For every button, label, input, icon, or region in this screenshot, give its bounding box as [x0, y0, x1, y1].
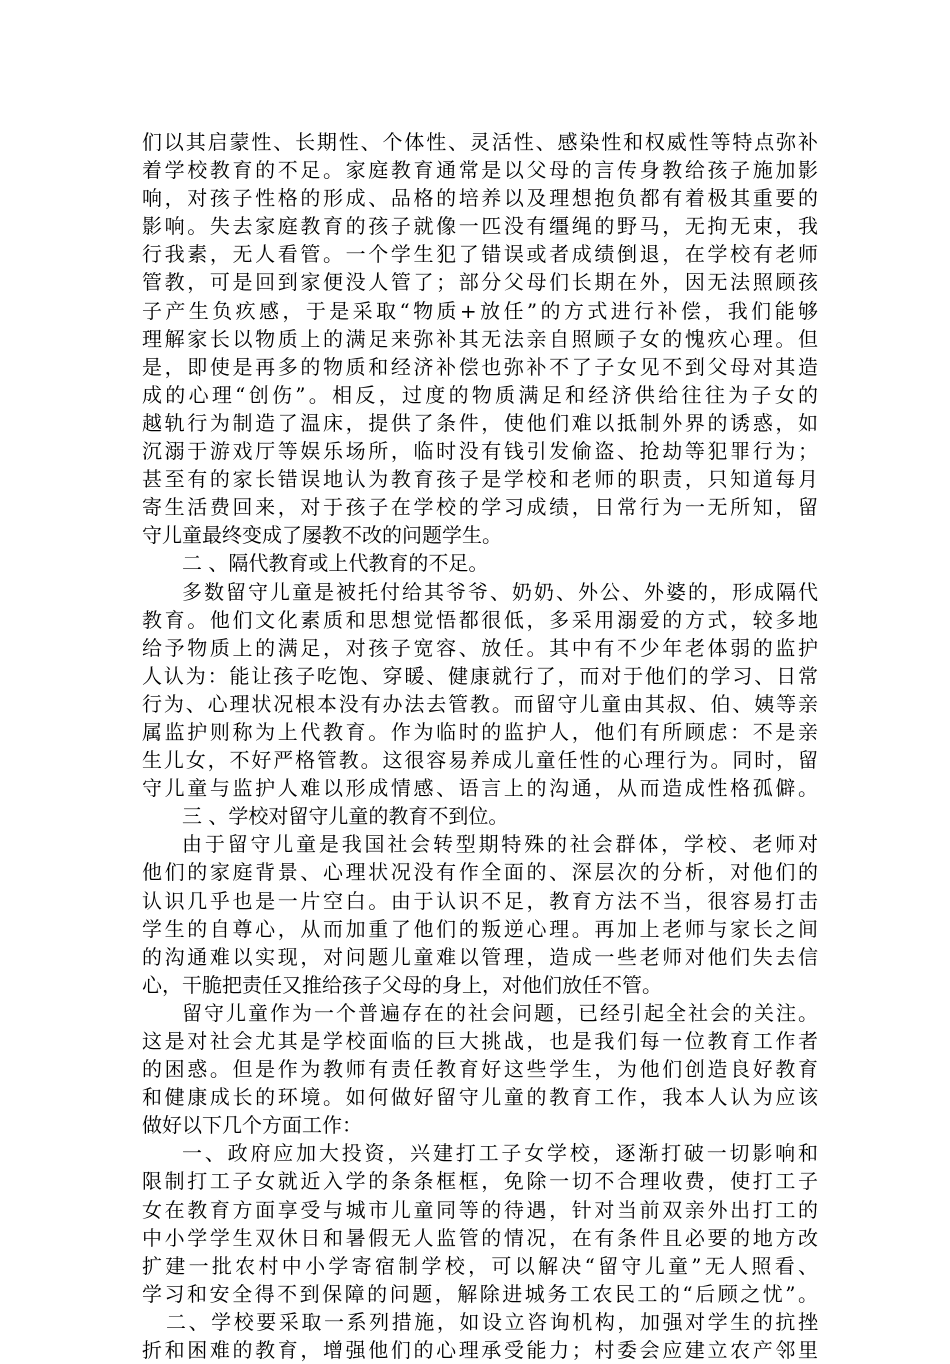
text-line: 他们的家庭背景、心理状况没有作全面的、深层次的分析，对他们的 — [142, 860, 818, 885]
text-line: 行我素，无人看管。一个学生犯了错误或者成绩倒退，在学校有老师 — [142, 242, 818, 267]
text-line: 甚至有的家长错误地认为教育孩子是学校和老师的职责，只知道每月 — [142, 467, 818, 492]
text-line: 影响。失去家庭教育的孩子就像一匹没有缰绳的野马，无拘无束，我 — [142, 214, 818, 239]
text-line: 寄生活费回来，对于孩子在学校的学习成绩，日常行为一无所知，留 — [142, 495, 818, 520]
text-line: 和健康成长的环境。如何做好留守儿童的教育工作，我本人认为应该 — [142, 1085, 818, 1110]
text-line: 响，对孩子性格的形成、品格的培养以及理想抱负都有着极其重要的 — [142, 186, 818, 211]
text-line: 中小学学生双休日和暑假无人监管的情况，在有条件且必要的地方改 — [142, 1225, 818, 1250]
text-line: 折和困难的教育，增强他们的心理承受能力；村委会应建立农产邻里 — [142, 1338, 818, 1363]
text-line: 一、政府应加大投资，兴建打工子女学校，逐渐打破一切影响和 — [182, 1141, 818, 1166]
text-line: 留守儿童作为一个普遍存在的社会问题，已经引起全社会的关注。 — [182, 1000, 818, 1025]
text-line: 行为、心理状况根本没有办法去管教。而留守儿童由其叔、伯、姨等亲 — [142, 691, 818, 716]
text-line: 二 、隔代教育或上代教育的不足。 — [182, 551, 489, 576]
text-line: 由于留守儿童是我国社会转型期特殊的社会群体，学校、老师对 — [182, 832, 818, 857]
text-line: 扩建一批农村中小学寄宿制学校，可以解决“留守儿童”无人照看、 — [142, 1253, 818, 1278]
text-line: 是，即使是再多的物质和经济补偿也弥补不了子女见不到父母对其造 — [142, 354, 818, 379]
text-line: 们以其启蒙性、长期性、个体性、灵活性、感染性和权威性等特点弥补 — [142, 130, 818, 154]
document-page — [142, 128, 818, 1364]
text-line: 子产生负疚感，于是采取“物质+放任”的方式进行补偿，我们能够 — [142, 298, 818, 323]
text-line: 着学校教育的不足。家庭教育通常是以父母的言传身教给孩子施加影 — [142, 158, 818, 183]
text-line: 属监护则称为上代教育。作为临时的监护人，他们有所顾虑：不是亲 — [142, 719, 818, 744]
text-line: 守儿童最终变成了屡教不改的问题学生。 — [142, 523, 502, 548]
text-line: 管教，可是回到家便没人管了；部分父母们长期在外，因无法照顾孩 — [142, 270, 818, 295]
text-line: 理解家长以物质上的满足来弥补其无法亲自照顾子女的愧疚心理。但 — [142, 326, 818, 351]
text-line: 认识几乎也是一片空白。由于认识不足，教育方法不当，很容易打击 — [142, 888, 818, 913]
text-line: 学生的自尊心，从而加重了他们的叛逆心理。再加上老师与家长之间 — [142, 916, 818, 941]
text-line: 做好以下几个方面工作： — [142, 1113, 362, 1138]
text-line: 多数留守儿童是被托付给其爷爷、奶奶、外公、外婆的，形成隔代 — [182, 579, 818, 604]
text-line: 学习和安全得不到保障的问题，解除进城务工农民工的“后顾之忧”。 — [142, 1281, 818, 1306]
text-line: 的困惑。但是作为教师有责任教育好这些学生，为他们创造良好教育 — [142, 1057, 818, 1082]
text-line: 成的心理“创伤”。相反，过度的物质满足和经济供给往往为子女的 — [142, 382, 818, 407]
text-line: 限制打工子女就近入学的条条框框，免除一切不合理收费，使打工子 — [142, 1169, 818, 1194]
text-line: 守儿童与监护人难以形成情感、语言上的沟通，从而造成性格孤僻。 — [142, 776, 818, 801]
text-line: 心，干脆把责任又推给孩子父母的身上，对他们放任不管。 — [142, 972, 662, 997]
text-line: 这是对社会尤其是学校面临的巨大挑战，也是我们每一位教育工作者 — [142, 1029, 818, 1053]
text-line: 给予物质上的满足，对孩子宽容、放任。其中有不少年老体弱的监护 — [142, 635, 818, 660]
text-line: 人认为：能让孩子吃饱、穿暖、健康就行了，而对于他们的学习、日常 — [142, 663, 818, 688]
text-line: 教育。他们文化素质和思想觉悟都很低，多采用溺爱的方式，较多地 — [142, 607, 818, 632]
text-line: 越轨行为制造了温床，提供了条件，使他们难以抵制外界的诱惑，如 — [142, 410, 818, 435]
text-line: 沉溺于游戏厅等娱乐场所，临时没有钱引发偷盗、抢劫等犯罪行为； — [142, 439, 818, 464]
text-line: 的沟通难以实现，对问题儿童难以管理，造成一些老师对他们失去信 — [142, 944, 818, 969]
text-line: 生儿女，不好严格管教。这很容易养成儿童任性的心理行为。同时，留 — [142, 748, 818, 773]
text-line: 三 、学校对留守儿童的教育不到位。 — [182, 804, 509, 829]
text-line: 女在教育方面享受与城市儿童同等的待遇，针对当前双亲外出打工的 — [142, 1197, 818, 1222]
text-line: 二、学校要采取一系列措施，如设立咨询机构，加强对学生的抗挫 — [166, 1309, 818, 1334]
